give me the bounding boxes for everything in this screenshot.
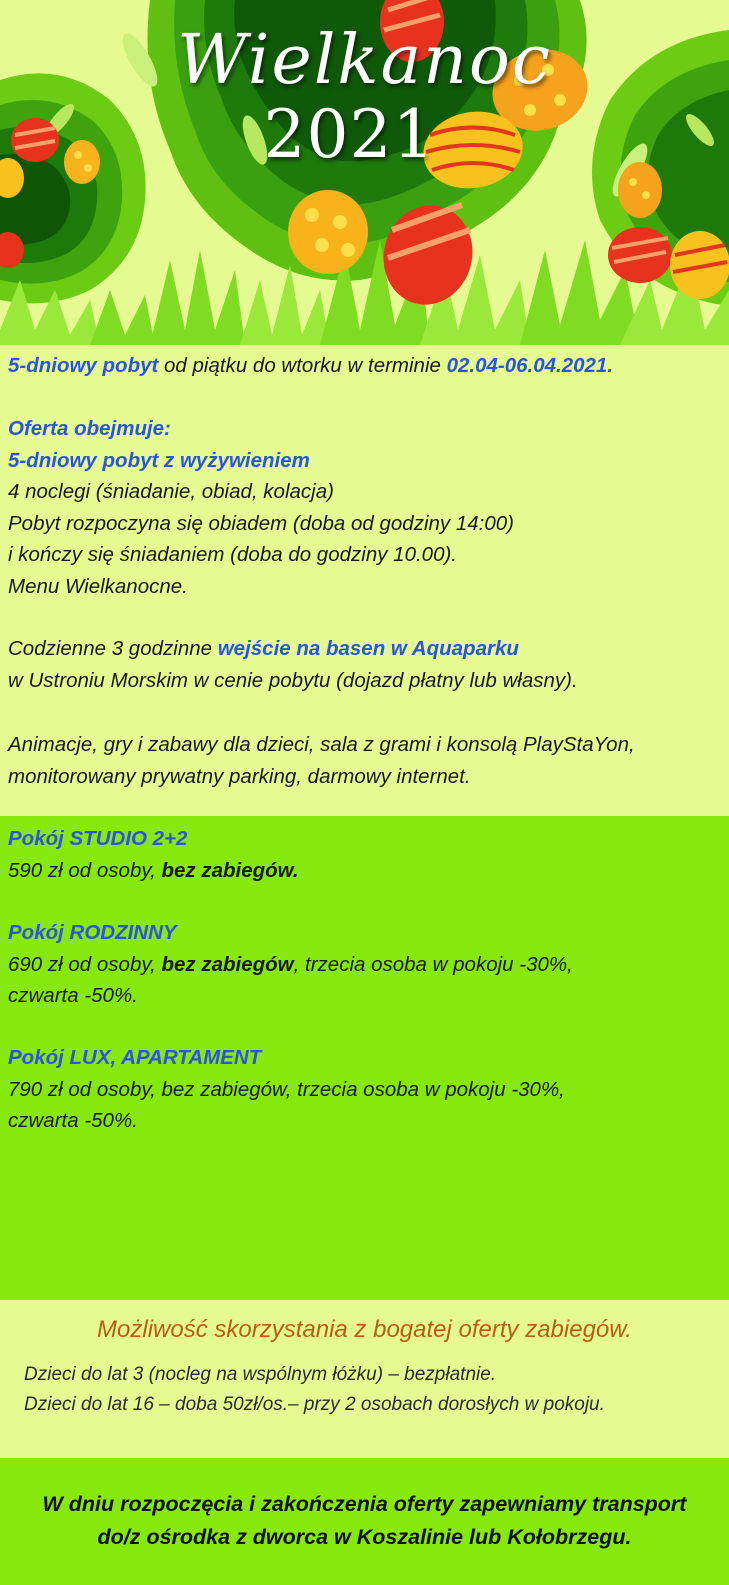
transport-section <box>0 1458 729 1585</box>
egg-yellow-dotted <box>288 190 368 274</box>
rooms-section <box>0 816 729 1300</box>
pool-info <box>8 633 578 696</box>
intro-highlight: 5-dniowy pobyt <box>8 354 159 377</box>
room-price-line2: czwarta -50%. <box>8 1109 138 1132</box>
offer-heading: Oferta obejmuje: <box>8 417 171 440</box>
page-title: Wielkanoc <box>177 21 552 100</box>
intro-dates: 02.04-06.04.2021. <box>446 354 614 377</box>
egg-right-yellow <box>670 231 729 299</box>
room-price: 690 zł od osoby, <box>8 952 162 976</box>
offer-line: i kończy się śniadaniem (doba do godziny 10.00). <box>8 543 457 566</box>
pool-highlight: wejście na basen w Aquaparku <box>217 637 519 660</box>
transport-info <box>0 1488 729 1554</box>
pool-line2: w Ustroniu Morskim w cenie pobytu (dojazd płatny lub własny). <box>8 668 578 692</box>
offer-subheading: 5-dniowy pobyt z wyżywieniem <box>8 448 310 472</box>
intro-line <box>8 350 613 382</box>
offer-list <box>8 413 514 602</box>
room-name: Pokój STUDIO 2+2 <box>8 827 188 850</box>
room-price-bold: bez zabiegów. <box>161 858 299 882</box>
intro-text: od piątku do wtorku w terminie <box>158 354 447 377</box>
room-studio <box>8 823 299 886</box>
page-title-year: 2021 <box>263 96 436 173</box>
transport-line2: do/z ośrodka z dworca w Koszalinie lub Kołobrzegu. <box>97 1525 632 1549</box>
children-line1: Dzieci do lat 3 (nocleg na wspólnym łóżku) – bezpłatnie. <box>24 1364 497 1385</box>
children-line2: Dzieci do lat 16 – doba 50zł/os.– przy 2 osobach dorosłych w pokoju. <box>24 1394 605 1415</box>
egg-right-orange <box>618 162 662 218</box>
room-price: 590 zł od osoby, <box>8 858 162 882</box>
room-name: Pokój RODZINNY <box>8 921 177 944</box>
room-family <box>8 917 573 1012</box>
children-info <box>24 1360 605 1420</box>
transport-line1: W dniu rozpoczęcia i zakończenia oferty zapewniamy transport <box>42 1492 687 1516</box>
extras-info <box>8 729 635 792</box>
extras-line1: Animacje, gry i zabawy dla dzieci, sala z grami i konsolą PlayStaYon, <box>8 733 635 756</box>
extras-line2: monitorowany prywatny parking, darmowy internet. <box>8 764 471 788</box>
egg-right-red <box>608 227 672 283</box>
header-banner <box>0 0 729 345</box>
offer-section <box>0 345 729 816</box>
room-lux <box>8 1042 565 1137</box>
treatments-heading: Możliwość skorzystania z bogatej oferty zabiegów. <box>97 1316 632 1343</box>
room-price: 790 zł od osoby, bez zabiegów, trzecia osoba w pokoju -30%, <box>8 1077 565 1101</box>
room-price-bold: bez zabiegów <box>161 952 294 976</box>
treatments-section <box>0 1300 729 1458</box>
room-price-line2: czwarta -50%. <box>8 984 138 1007</box>
title-block <box>0 21 729 173</box>
offer-line: Menu Wielkanocne. <box>8 574 188 598</box>
room-price-rest: , trzecia osoba w pokoju -30%, <box>293 952 573 976</box>
offer-line: 4 noclegi (śniadanie, obiad, kolacja) <box>8 480 334 503</box>
offer-line: Pobyt rozpoczyna się obiadem (doba od godziny 14:00) <box>8 511 514 535</box>
room-name: Pokój LUX, APARTAMENT <box>8 1046 262 1069</box>
pool-pre: Codzienne 3 godzinne <box>8 637 218 660</box>
